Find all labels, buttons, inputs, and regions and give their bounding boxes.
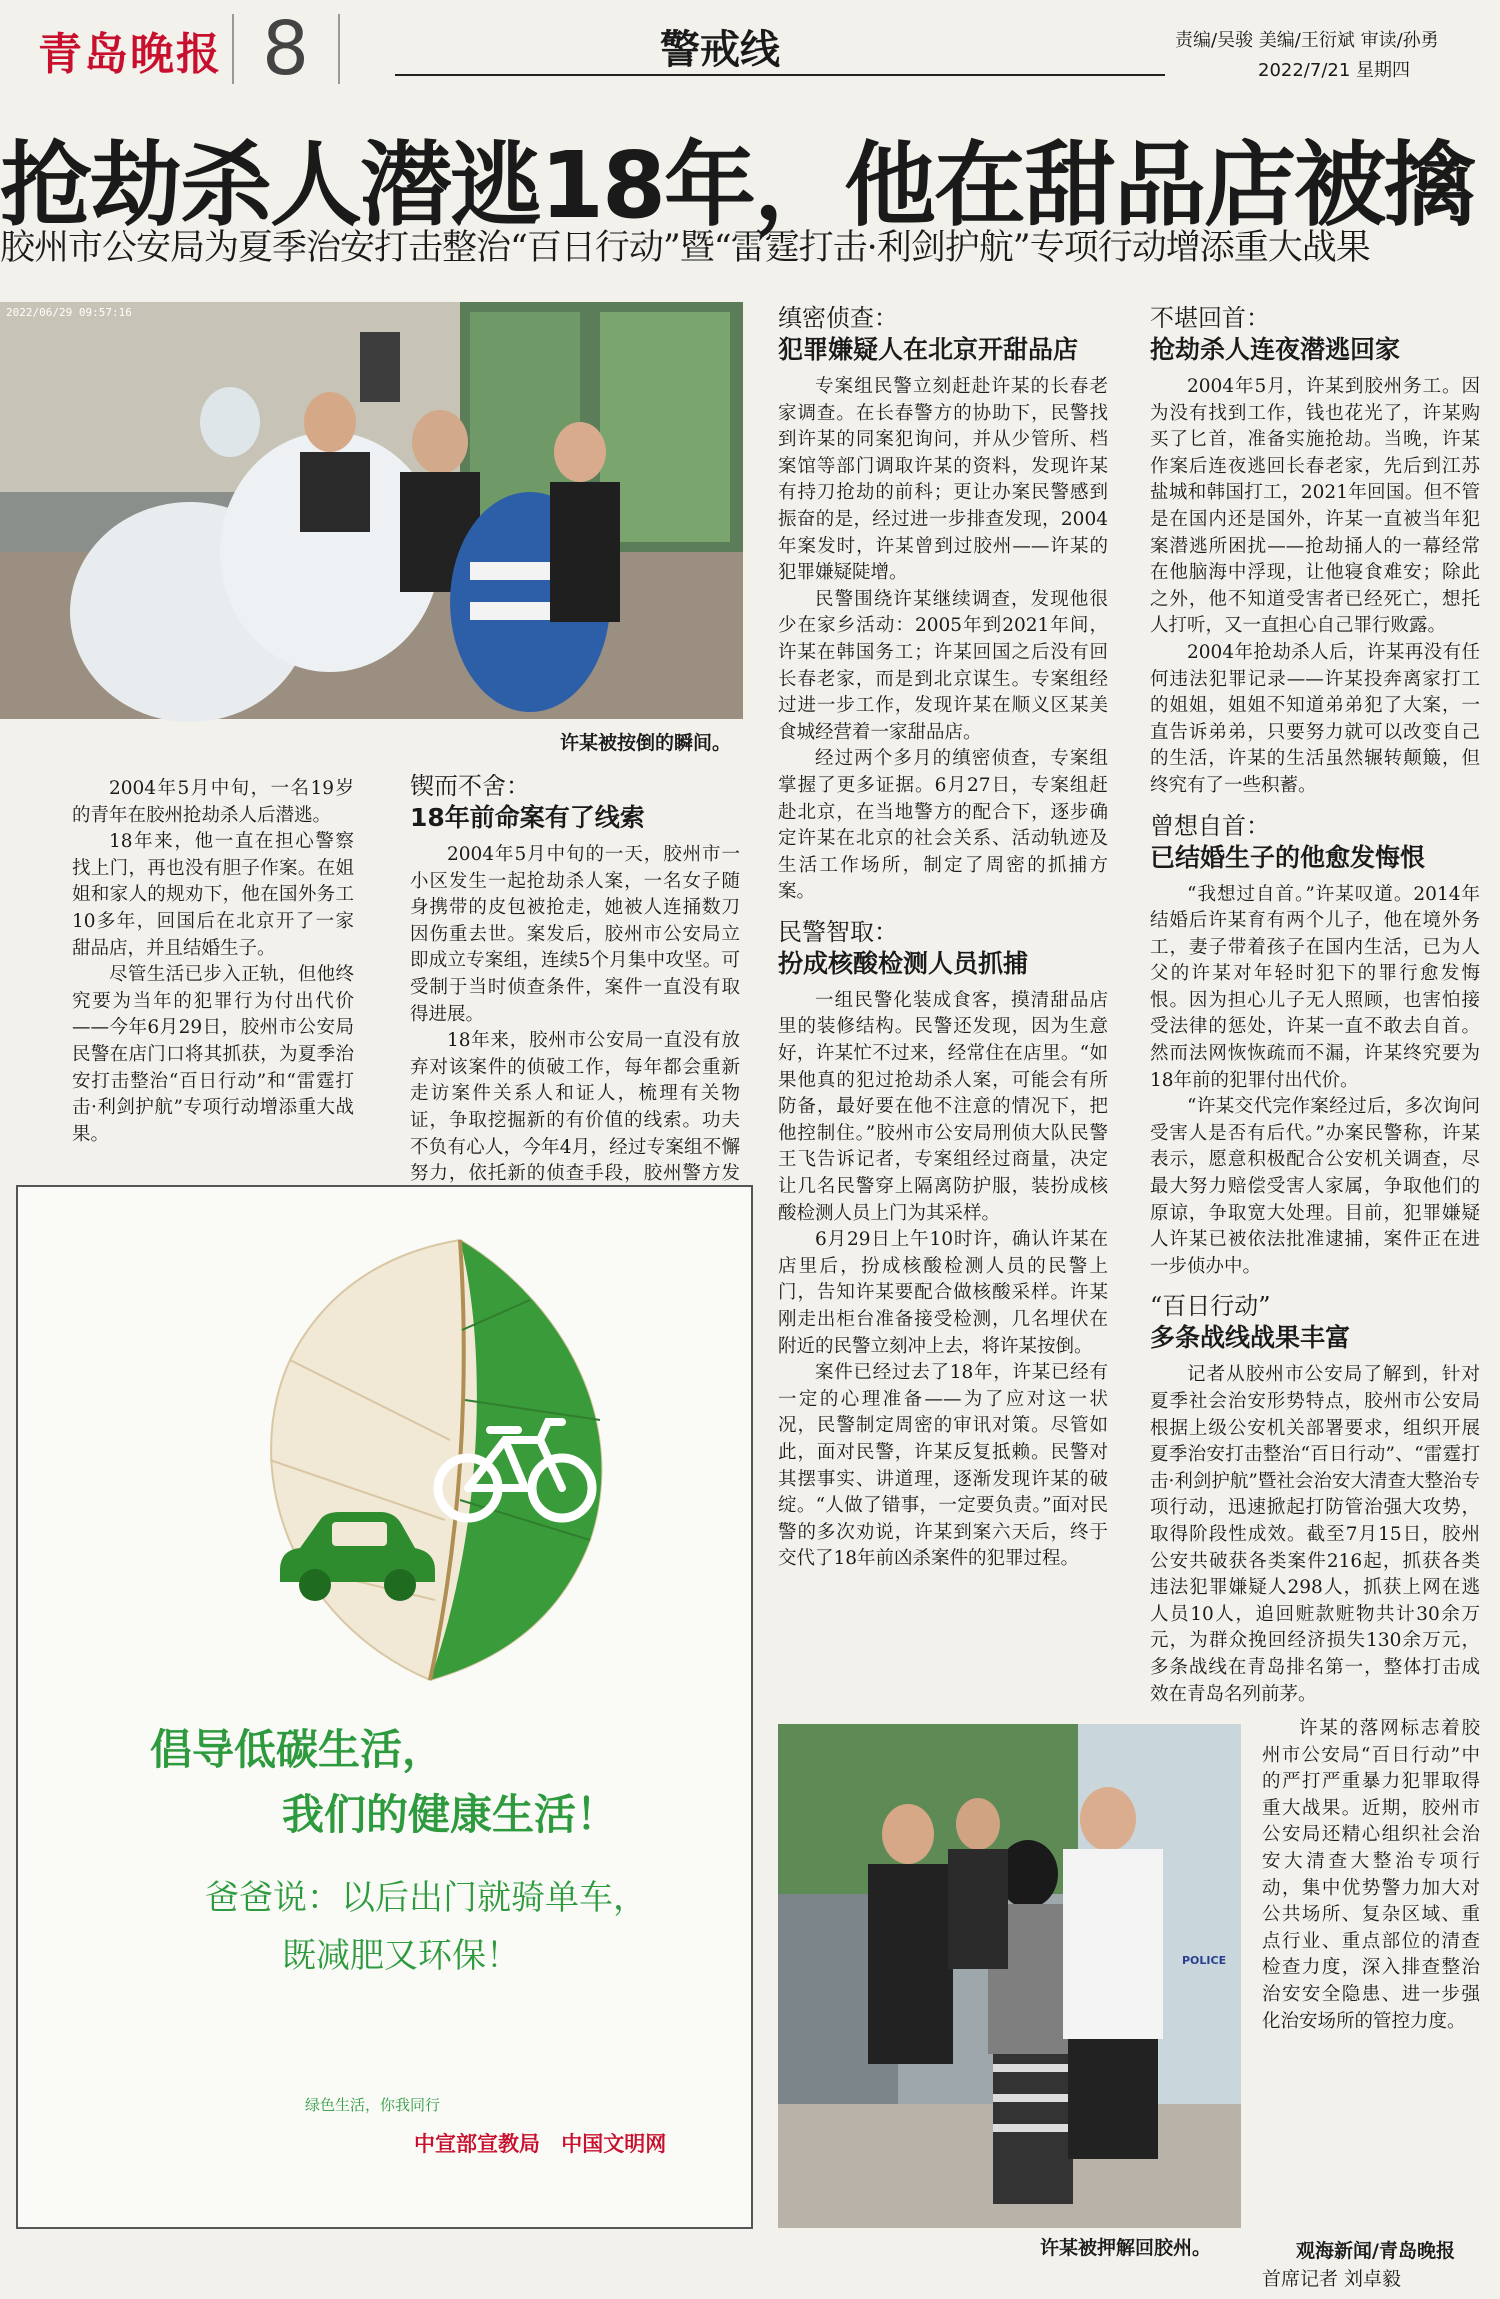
- section-2-title-b: 犯罪嫌疑人在北京开甜品店: [778, 335, 1079, 364]
- middle-column: [778, 296, 1108, 1696]
- editor-credits: 责编/吴骏 美编/王衍斌 审读/孙勇: [1175, 30, 1439, 51]
- ad-line-1: 倡导低碳生活，: [150, 1725, 445, 1774]
- section-name: 警戒线: [660, 27, 780, 73]
- bicycle-icon: [430, 1410, 600, 1530]
- arrest-photo-illustration: [0, 302, 743, 719]
- section-6-title-b: 多条战线战果丰富: [1150, 1323, 1351, 1353]
- article-paragraph: 记者从胶州市公安局了解到，针对夏季社会治安形势特点，胶州市公安局根据上级公安机关部署要求，组织开展夏季治安打击整治“百日行动”、“雷霆打击·利剑护航”暨社会治安大清查大整治专项行动，迅速掀起打防管治强大攻势，取得阶段性成效。截至7月15日，胶州公安共破获各类案件216起，抓获各类违法犯罪嫌疑人298人，抓获上网在逃人员10人，追回赃款赃物共计30余万元，为群众挽回经济损失130余万元，多条战线在青岛排名第一，整体打击成效在青岛名列前茅。: [1150, 1364, 1480, 1705]
- lead-paragraph: 尽管生活已步入正轨，但他终究要为当年的犯罪行为付出代价——今年6月29日，胶州市公安局民警在店门口将其抓获，为夏季治安打击整治“百日行动”和“雷霆打击·利剑护航”专项行动增添重大战果。: [72, 964, 354, 1145]
- section-1-title-b: 18年前命案有了线索: [410, 803, 645, 832]
- article-paragraph: 民警围绕许某继续调查，发现他很少在家乡活动：2005年到2021年间，许某在韩国务工；许某回国之后没有回长春老家，而是到北京谋生。专案组经过进一步工作，发现许某在顺义区某美食城经营着一家甜品店。: [778, 588, 1108, 743]
- ad-slogan: 绿色生活，你我同行: [305, 2096, 441, 2114]
- ad-line-4: 既减肥又环保！: [282, 1936, 520, 1976]
- article-paragraph: 经过两个多月的缜密侦查，专案组掌握了更多证据。6月27日，专案组赶赴北京，在当地警方的配合下，逐步确定许某在北京的社会关系、活动轨迹及生活工作场所，制定了周密的抓捕方案。: [778, 748, 1108, 903]
- article-paragraph: 许某的落网标志着胶州市公安局“百日行动”中的严打严重暴力犯罪取得重大战果。近期，胶州市公安局还精心组织社会治安大清查大整治专项行动，集中优势警力加大对公共场所、复杂区域、重点行业、重点部位的清查检查力度，深入排查整治治安安全隐患、进一步强化治安场所的管控力度。: [1262, 1718, 1480, 2032]
- photo-caption: 许某被押解回胶州。: [1040, 2237, 1212, 2259]
- lead-column: [72, 776, 354, 1145]
- article-paragraph: 2004年抢劫杀人后，许某再没有任何违法犯罪记录——许某投奔离家打工的姐姐，姐姐不知道弟弟犯了大案，一直告诉弟弟，只要努力就可以改变自己的生活，许某的生活虽然辗转颠簸，但终究有了一些积蓄。: [1150, 641, 1480, 796]
- right-column: [1150, 296, 1480, 1716]
- ad-sponsors: 中宣部宣教局 中国文明网: [414, 2132, 667, 2156]
- section-4-title-a: 不堪回首：: [1150, 304, 1270, 332]
- arrest-photo: [0, 302, 743, 719]
- article-paragraph: 一组民警化装成食客，摸清甜品店里的装修结构。民警还发现，因为生意好，许某忙不过来，经常住在店里。“如果他真的犯过抢劫杀人案，可能会有所防备，最好要在他不注意的情况下，把他控制住。”胶州市公安局刑侦大队民警王飞告诉记者，专案组经过商量，决定让几名民警穿上隔离防护服，装扮成核酸检测人员上门为其采样。: [778, 989, 1108, 1224]
- byline-reporter: 首席记者 刘卓毅: [1262, 2268, 1402, 2290]
- section-1-title-a: 锲而不舍：: [410, 772, 530, 800]
- lead-paragraph: 18年来，他一直在担心警察找上门，再也没有胆子作案。在姐姐和家人的规劝下，他在国外务工10多年，回国后在北京开了一家甜品店，并且结婚生子。: [72, 831, 354, 959]
- article-paragraph: “我想过自首。”许某叹道。2014年结婚后许某育有两个儿子，他在境外务工，妻子带着孩子在国内生活，已为人父的许某对年轻时犯下的罪行愈发悔恨。因为担心儿子无人照顾，也害怕接受法律的惩处，许某一直不敢去自首。然而法网恢恢疏而不漏，许某终究要为18年前的犯罪付出代价。: [1150, 883, 1480, 1091]
- section-rule: [395, 74, 1165, 76]
- escort-photo: [778, 1724, 1241, 2228]
- article-paragraph: 案件已经过去了18年，许某已经有一定的心理准备——为了应对这一状况，民警制定周密的审讯对策。尽管如此，面对民警，许某反复抵赖。民警对其摆事实、讲道理，逐渐发现许某的破绽。“人做了错事，一定要负责。”面对民警的多次劝说，许某到案六天后，终于交代了18年前凶杀案件的犯罪过程。: [778, 1362, 1108, 1570]
- lead-paragraph: 2004年5月中旬，一名19岁的青年在胶州抢劫杀人后潜逃。: [72, 778, 354, 826]
- section-4-title-b: 抢劫杀人连夜潜逃回家: [1150, 335, 1401, 364]
- newspaper-logo: 青岛晚报: [38, 29, 222, 80]
- byline-outlet: 观海新闻/青岛晚报: [1296, 2240, 1455, 2262]
- article-paragraph: “许某交代完作案经过后，多次询问受害人是否有后代。”办案民警称，许某表示，愿意积极配合公安机关调查，尽最大努力赔偿受害人家属，争取他们的原谅，争取宽大处理。目前，犯罪嫌疑人许某已被依法批准逮捕，案件正在进一步侦办中。: [1150, 1096, 1480, 1277]
- section-3-title-b: 扮成核酸检测人员抓捕: [778, 948, 1029, 978]
- section-6-title-a: “百日行动”: [1150, 1292, 1271, 1321]
- right-column-continued: [1262, 1716, 1480, 2226]
- publication-date: 2022/7/21 星期四: [1258, 60, 1411, 81]
- section-5-title-a: 曾想自首：: [1150, 811, 1270, 840]
- ad-line-2: 我们的健康生活！: [282, 1790, 619, 1839]
- article-paragraph: 2004年5月，许某到胶州务工。因为没有找到工作，钱也花光了，许某购买了匕首，准备实施抢劫。当晚，许某作案后连夜逃回长春老家，先后到江苏盐城和韩国打工，2021年回国。但不管是在国内还是国外，许某一直被当年犯案潜逃所困扰——抢劫捅人的一幕经常在他脑海中浮现，让他寝食难安；除此之外，他不知道受害者已经死亡，想托人打听，又一直担心自己罪行败露。: [1150, 376, 1480, 637]
- photo-caption: 许某被按倒的瞬间。: [560, 732, 732, 754]
- article-paragraph: 6月29日上午10时许，确认许某在店里后，扮成核酸检测人员的民警上门，告知许某要配合做核酸采样。许某刚走出柜台准备接受检测，几名埋伏在附近的民警立刻冲上去，将许某按倒。: [778, 1229, 1108, 1357]
- article-paragraph: 专案组民警立刻赶赴许某的长春老家调查。在长春警方的协助下，民警找到许某的同案犯询问，并从少管所、档案馆等部门调取许某的资料，发现许某有持刀抢劫的前科；更让办案民警感到振奋的是，经过进一步排查发现，2004年案发时，许某曾到过胶州——许某的犯罪嫌疑陡增。: [778, 376, 1108, 584]
- section-2-title-a: 缜密侦查：: [778, 304, 898, 332]
- masthead-divider: [338, 14, 340, 84]
- headline: 抢劫杀人潜逃18年，他在甜品店被擒: [0, 132, 1475, 239]
- section-3-title-a: 民警智取：: [778, 917, 898, 946]
- page-number: 8: [262, 6, 310, 92]
- section-1-column: [410, 764, 740, 1185]
- article-paragraph: 18年来，胶州市公安局一直没有放弃对该案件的侦破工作，每年都会重新走访案件关系人和证人，梳理有关物证，争取挖掘新的有价值的线索。功夫不负有心人，今年4月，经过专案组不懈努力，依托新的侦查手段，胶州警方发: [410, 1030, 740, 1185]
- ad-line-3: 爸爸说：以后出门就骑单车，: [205, 1878, 647, 1918]
- photo-timestamp: 2022/06/29 09:57:16: [6, 306, 132, 319]
- police-sign: POLICE: [1182, 1954, 1227, 1967]
- escort-photo-illustration: [778, 1724, 1241, 2228]
- car-icon: [270, 1500, 440, 1610]
- subheadline: 胶州市公安局为夏季治安打击整治“百日行动”暨“雷霆打击·利剑护航”专项行动增添重大战果: [0, 228, 1370, 268]
- section-5-title-b: 已结婚生子的他愈发悔恨: [1150, 842, 1426, 872]
- article-paragraph: 2004年5月中旬的一天，胶州市一小区发生一起抢劫杀人案，一名女子随身携带的皮包被抢走，她被人连捅数刀因伤重去世。案发后，胶州市公安局立即成立专案组，连续5个月集中攻坚。可受制于当时侦查条件，案件一直没有取得进展。: [410, 844, 740, 1025]
- masthead-divider: [232, 14, 234, 84]
